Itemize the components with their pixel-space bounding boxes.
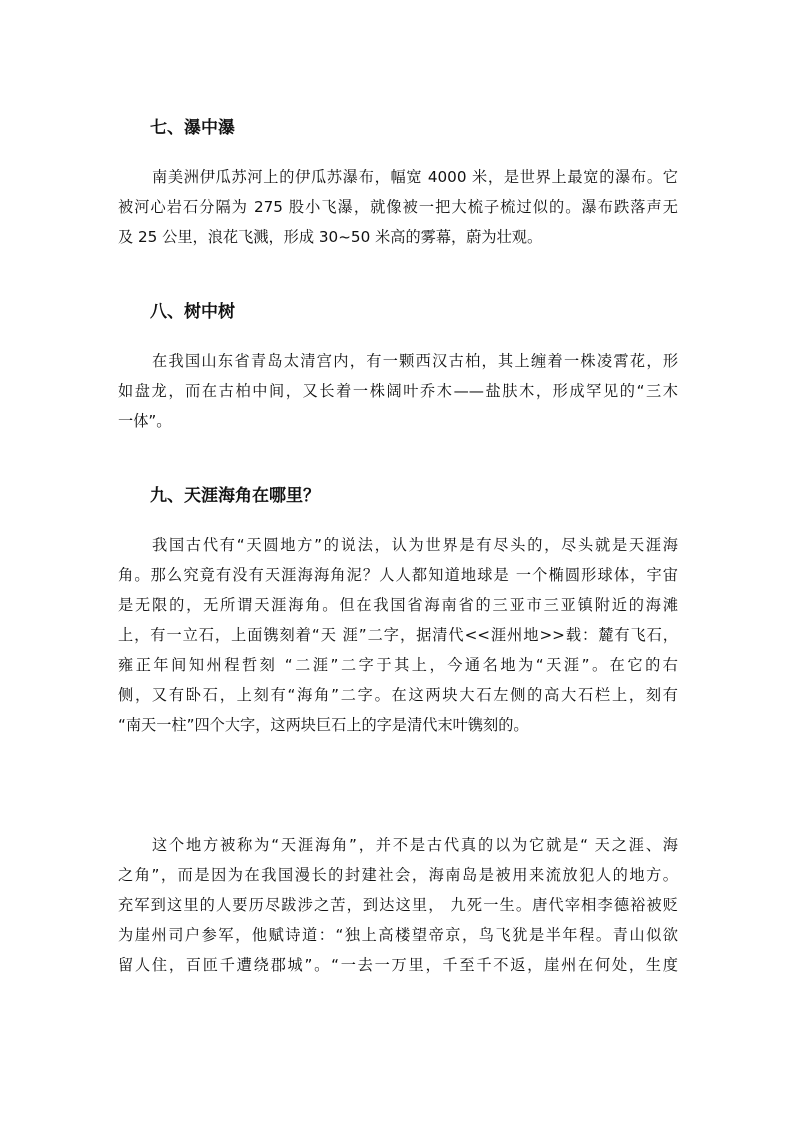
- text-line: 是无限的，无所谓天涯海角。但在我国省海南省的三亚市三亚镇附近的海滩: [118, 596, 678, 614]
- text-line: 雍正年间知州程哲刻 “二涯”二字于其上，今通名地为“天涯”。在它的右: [118, 656, 678, 674]
- text-line: 之角”，而是因为在我国漫长的封建社会，海南岛是被用来流放犯人的地方。: [118, 866, 678, 884]
- text-line: 上，有一立石，上面镌刻着“天 涯”二字，据清代<<涯州地>>载：麓有飞石，: [118, 626, 678, 644]
- text-line: “南天一柱”四个大字，这两块巨石上的字是清代末叶镌刻的。: [118, 716, 529, 734]
- section-9-title: 九、天涯海角在哪里？: [150, 486, 320, 506]
- section-9-paragraph-2: [118, 830, 678, 980]
- section-8-paragraph: [118, 346, 678, 436]
- text-line: 在我国山东省青岛太清宫内，有一颗西汉古柏，其上缠着一株凌霄花，形: [152, 352, 678, 370]
- text-line: 侧，又有卧石，上刻有“海角”二字。在这两块大石左侧的高大石栏上，刻有: [118, 686, 678, 704]
- text-line: 留人住，百匝千遭绕郡城”。“一去一万里，千至千不返，崖州在何处，生度: [118, 956, 678, 974]
- text-line: 我国古代有“天圆地方”的说法，认为世界是有尽头的，尽头就是天涯海: [152, 536, 678, 554]
- text-line: 如盘龙，而在古柏中间，又长着一株阔叶乔木——盐肤木，形成罕见的“三木: [118, 382, 678, 400]
- section-9-paragraph-1: [118, 530, 678, 740]
- section-7-title: 七、瀑中瀑: [150, 118, 235, 138]
- text-line: 南美洲伊瓜苏河上的伊瓜苏瀑布，幅宽 4000 米，是世界上最宽的瀑布。它: [152, 168, 678, 186]
- text-line: 角。那么究竟有没有天涯海海角泥？人人都知道地球是 一个椭圆形球体，宇宙: [118, 566, 678, 584]
- text-line: 这个地方被称为“天涯海角”，并不是古代真的以为它就是“ 天之涯、海: [152, 836, 678, 854]
- text-line: 为崖州司户参军，他赋诗道：“独上高楼望帝京，鸟飞犹是半年程。青山似欲: [118, 926, 678, 944]
- section-8-title: 八、树中树: [150, 302, 235, 322]
- text-line: 被河心岩石分隔为 275 股小飞瀑，就像被一把大梳子梳过似的。瀑布跌落声无: [118, 198, 678, 216]
- text-line: 及 25 公里，浪花飞溅，形成 30~50 米高的雾幕，蔚为壮观。: [118, 228, 543, 246]
- section-7-paragraph: [118, 162, 678, 252]
- text-line: 充军到这里的人要历尽跋涉之苦，到达这里， 九死一生。唐代宰相李德裕被贬: [118, 896, 678, 914]
- text-line: 一体”。: [118, 412, 172, 430]
